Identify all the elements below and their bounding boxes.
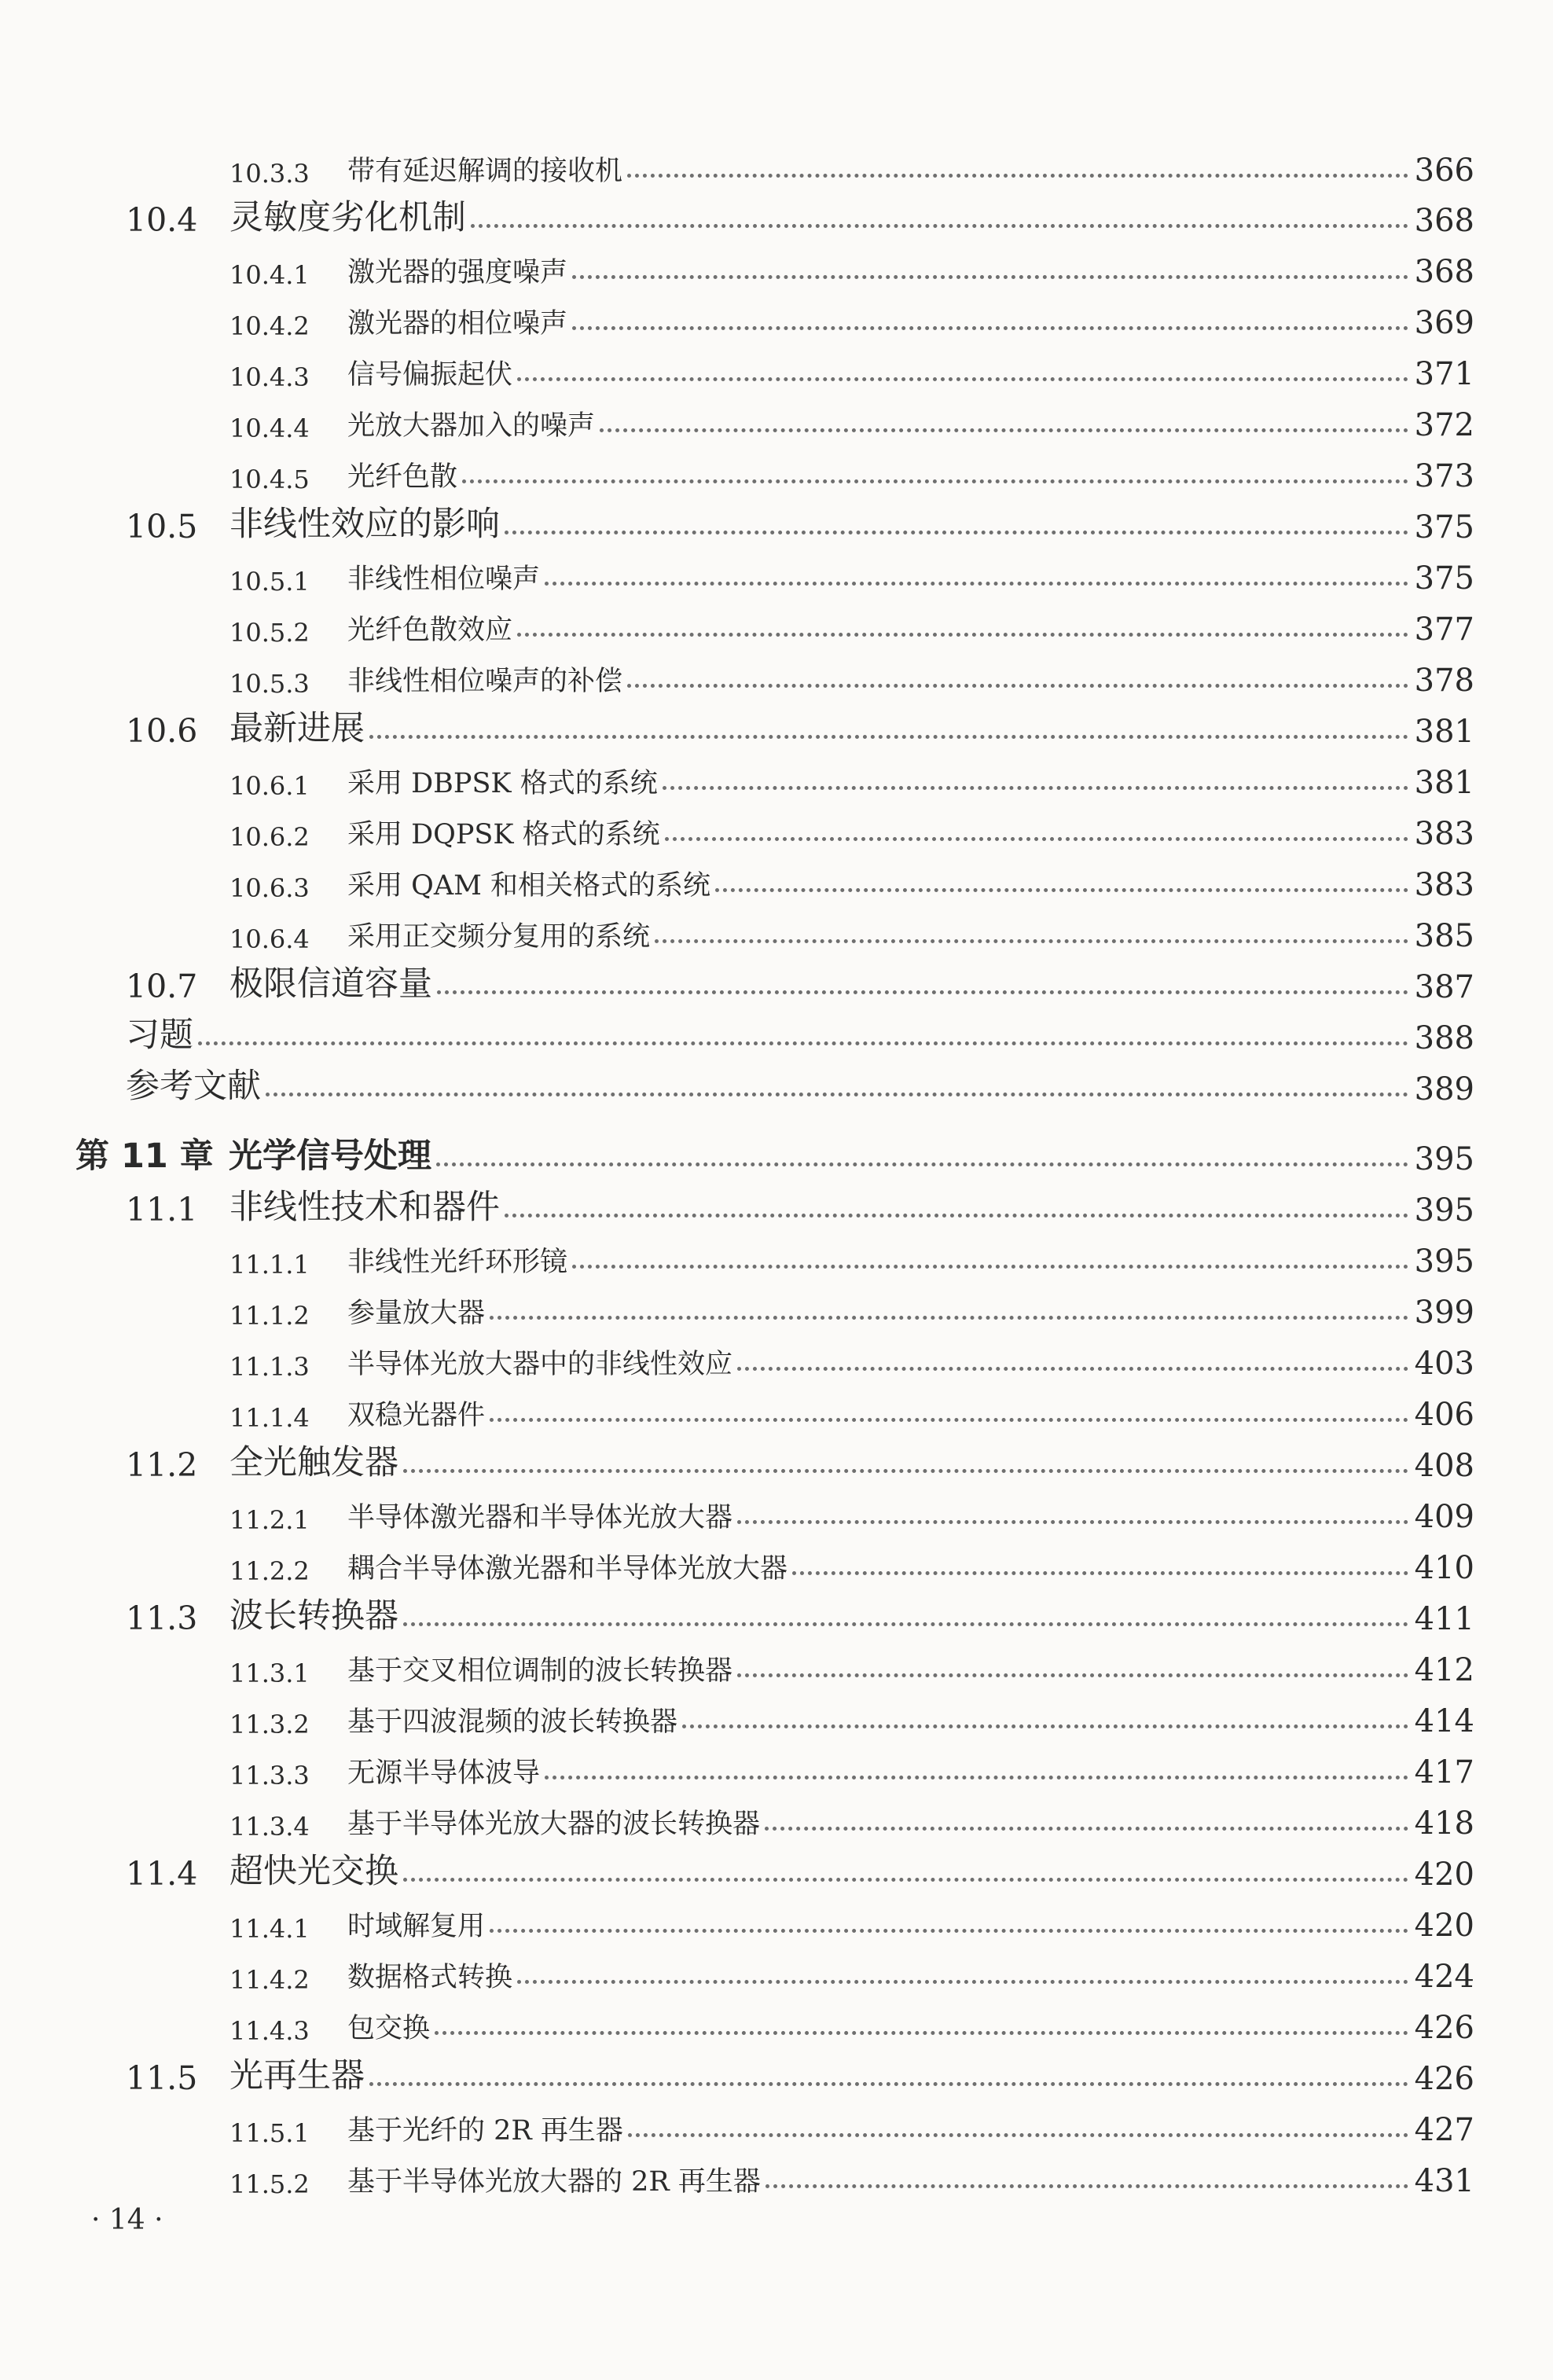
dot-leader [665, 837, 1408, 841]
dot-leader [462, 479, 1408, 483]
toc-entry-11-1-4[interactable] [229, 1381, 1474, 1433]
entry-page: 368 [1414, 254, 1474, 290]
dot-leader [737, 1673, 1408, 1677]
entry-page: 414 [1414, 1703, 1474, 1739]
toc-entry-11-1-3[interactable] [229, 1330, 1474, 1382]
entry-title: 非线性相位噪声 [347, 564, 541, 595]
entry-number: 11.3.2 [229, 1710, 310, 1739]
entry-title: 时域解复用 [347, 1911, 486, 1942]
toc-entry-10-4-5[interactable] [229, 443, 1474, 494]
entry-title: 包交换 [347, 2013, 431, 2044]
toc-entry-11-4[interactable] [126, 1841, 1474, 1893]
entry-number: 10.4.3 [229, 362, 310, 392]
entry-number: 10.5.1 [229, 567, 310, 597]
entry-title: 数据格式转换 [347, 1962, 513, 1993]
chapter-number: 第 11 章 [75, 1137, 214, 1176]
entry-page: 410 [1414, 1550, 1474, 1586]
entry-page: 373 [1414, 458, 1474, 494]
dot-leader [600, 428, 1408, 432]
entry-number: 11.3 [126, 1600, 198, 1637]
entry-title: 光纤色散效应 [347, 615, 513, 646]
entry-title: 波长转换器 [229, 1596, 398, 1636]
toc-entry-10-4-4[interactable] [229, 391, 1474, 443]
entry-title: 习题 [126, 1016, 193, 1055]
toc-entry-11-5[interactable] [126, 2045, 1474, 2097]
entry-number: 10.6 [126, 712, 198, 750]
entry-page: 383 [1414, 867, 1474, 903]
entry-page: 387 [1414, 969, 1474, 1005]
dot-leader [490, 1418, 1408, 1422]
toc-entry-10-4[interactable] [126, 187, 1474, 239]
entry-number: 10.4.2 [229, 311, 310, 341]
entry-number: 11.1.3 [229, 1352, 310, 1382]
entry-page: 395 [1414, 1141, 1474, 1177]
chapter-title: 光学信号处理 [229, 1137, 431, 1176]
entry-title: 光放大器加入的噪声 [347, 410, 596, 442]
entry-number: 10.3.3 [229, 159, 310, 189]
entry-title: 带有延迟解调的接收机 [347, 156, 623, 187]
entry-page: 368 [1414, 203, 1474, 239]
entry-number: 11.1.1 [229, 1250, 310, 1280]
entry-page: 399 [1414, 1295, 1474, 1331]
entry-number: 11.5.1 [229, 2118, 310, 2148]
dot-leader [545, 1776, 1408, 1779]
entry-title: 极限信道容量 [229, 964, 432, 1004]
dot-leader [403, 1622, 1408, 1626]
dot-leader [369, 2082, 1408, 2086]
entry-title: 非线性相位噪声的补偿 [347, 666, 623, 697]
dot-leader [715, 888, 1408, 892]
entry-number: 10.5.2 [229, 618, 310, 648]
entry-number: 11.1 [126, 1191, 198, 1229]
entry-title: 无源半导体波导 [347, 1757, 541, 1789]
toc-entry-10-4-3[interactable] [229, 340, 1474, 392]
entry-title: 激光器的强度噪声 [347, 257, 568, 288]
entry-title: 灵敏度劣化机制 [229, 198, 466, 237]
entry-page: 375 [1414, 560, 1474, 597]
entry-title: 非线性技术和器件 [229, 1188, 500, 1227]
entry-number: 11.5.2 [229, 2169, 310, 2199]
entry-number: 10.6.4 [229, 924, 310, 954]
dot-leader [765, 2184, 1408, 2188]
entry-number: 11.1.4 [229, 1403, 310, 1433]
entry-number: 11.3.1 [229, 1658, 310, 1688]
toc-entry-11-3-1[interactable] [229, 1636, 1474, 1688]
dot-leader [627, 684, 1408, 688]
toc-entry-references[interactable] [126, 1056, 1474, 1107]
dot-leader [490, 1929, 1408, 1933]
dot-leader [436, 1162, 1408, 1166]
entry-number: 10.6.3 [229, 873, 310, 903]
entry-title: 参量放大器 [347, 1298, 486, 1329]
entry-title: 全光触发器 [229, 1443, 398, 1482]
dot-leader [655, 939, 1408, 943]
dot-leader [792, 1571, 1408, 1575]
dot-leader [517, 1980, 1408, 1984]
toc-entry-10-7[interactable] [126, 953, 1474, 1005]
toc-entry-11-5-1[interactable] [229, 2096, 1474, 2148]
dot-leader [572, 275, 1408, 279]
entry-title: 采用正交频分复用的系统 [347, 921, 651, 953]
entry-title: 光纤色散 [347, 461, 458, 493]
entry-number: 11.2.1 [229, 1505, 310, 1535]
entry-title: 信号偏振起伏 [347, 359, 513, 391]
dot-leader [517, 377, 1408, 381]
dot-leader [471, 224, 1408, 228]
dot-leader [572, 326, 1408, 330]
toc-entry-10-5[interactable] [126, 494, 1474, 545]
entry-title: 基于四波混频的波长转换器 [347, 1706, 678, 1738]
entry-title: 非线性效应的影响 [229, 505, 500, 544]
entry-page: 406 [1414, 1397, 1474, 1433]
entry-title: 半导体激光器和半导体光放大器 [347, 1502, 733, 1533]
toc-entry-11-3[interactable] [126, 1585, 1474, 1637]
entry-page: 383 [1414, 816, 1474, 852]
dot-leader [403, 1469, 1408, 1473]
entry-number: 10.7 [126, 968, 198, 1005]
entry-title: 非线性光纤环形镜 [347, 1247, 568, 1278]
entry-number: 11.2.2 [229, 1556, 310, 1586]
toc-entry-exercises[interactable] [126, 1005, 1474, 1056]
dot-leader [765, 1827, 1408, 1831]
dot-leader [490, 1316, 1408, 1320]
entry-number: 11.1.2 [229, 1301, 310, 1331]
dot-leader [737, 1367, 1408, 1371]
entry-page: 366 [1414, 152, 1474, 189]
entry-number: 11.4.2 [229, 1965, 310, 1995]
dot-leader [628, 2133, 1408, 2137]
dot-leader [545, 582, 1408, 586]
entry-page: 426 [1414, 2010, 1474, 2046]
toc-entry-11-1[interactable] [126, 1177, 1474, 1229]
toc-entry-11-2-1[interactable] [229, 1483, 1474, 1535]
entry-title: 基于交叉相位调制的波长转换器 [347, 1655, 733, 1687]
entry-number: 10.6.2 [229, 822, 310, 852]
entry-page: 371 [1414, 356, 1474, 392]
entry-page: 395 [1414, 1192, 1474, 1229]
entry-page: 395 [1414, 1243, 1474, 1280]
entry-title: 采用 DQPSK 格式的系统 [347, 819, 660, 850]
entry-page: 411 [1414, 1601, 1474, 1637]
toc-entry-11-4-2[interactable] [229, 1943, 1474, 1995]
entry-page: 381 [1414, 765, 1474, 801]
dot-leader [663, 786, 1408, 790]
toc-entry-10-6-3[interactable] [229, 851, 1474, 903]
toc-entry-10-5-2[interactable] [229, 596, 1474, 648]
dot-leader [437, 990, 1408, 994]
entry-title: 半导体光放大器中的非线性效应 [347, 1349, 733, 1380]
dot-leader [737, 1520, 1408, 1524]
toc-entry-10-6-1[interactable] [229, 749, 1474, 801]
entry-number: 10.4 [126, 201, 198, 239]
entry-page: 388 [1414, 1020, 1474, 1056]
toc-entry-11-3-3[interactable] [229, 1739, 1474, 1791]
entry-title: 参考文献 [126, 1067, 261, 1106]
toc-entry-10-3-3[interactable] [229, 137, 1474, 189]
toc-entry-11-1-2[interactable] [229, 1279, 1474, 1331]
entry-page: 389 [1414, 1071, 1474, 1107]
entry-number: 10.4.4 [229, 413, 310, 443]
entry-page: 381 [1414, 714, 1474, 750]
entry-page: 426 [1414, 2061, 1474, 2097]
entry-number: 10.6.1 [229, 771, 310, 801]
toc-entry-11-4-3[interactable] [229, 1994, 1474, 2046]
dot-leader [435, 2031, 1408, 2035]
dot-leader [266, 1093, 1408, 1096]
entry-number: 10.4.1 [229, 260, 310, 290]
toc-entry-11-5-2[interactable] [229, 2147, 1474, 2199]
entry-page: 375 [1414, 509, 1474, 545]
toc-entry-11-1-1[interactable] [229, 1228, 1474, 1280]
toc-entry-10-5-1[interactable] [229, 545, 1474, 597]
entry-number: 11.4 [126, 1855, 198, 1893]
dot-leader [198, 1041, 1408, 1045]
entry-number: 11.3.3 [229, 1761, 310, 1791]
entry-title: 最新进展 [229, 709, 365, 748]
entry-number: 11.3.4 [229, 1812, 310, 1842]
toc-entry-10-6[interactable] [126, 698, 1474, 750]
entry-number: 11.2 [126, 1446, 198, 1484]
entry-page: 409 [1414, 1499, 1474, 1535]
toc-chapter-11[interactable] [75, 1126, 1474, 1177]
dot-leader [369, 735, 1408, 739]
entry-number: 10.5.3 [229, 669, 310, 699]
entry-title: 激光器的相位噪声 [347, 308, 568, 340]
toc-entry-10-6-4[interactable] [229, 902, 1474, 954]
entry-title: 双稳光器件 [347, 1400, 486, 1431]
entry-page: 408 [1414, 1448, 1474, 1484]
entry-title: 采用 QAM 和相关格式的系统 [347, 870, 711, 902]
toc-entry-10-6-2[interactable] [229, 800, 1474, 852]
entry-number: 10.5 [126, 508, 198, 545]
entry-page: 431 [1414, 2163, 1474, 2199]
dot-leader [403, 1878, 1408, 1882]
entry-page: 372 [1414, 407, 1474, 443]
toc-entry-11-2[interactable] [126, 1432, 1474, 1484]
entry-number: 10.4.5 [229, 465, 310, 494]
dot-leader [517, 633, 1408, 637]
entry-title: 基于半导体光放大器的波长转换器 [347, 1809, 761, 1840]
entry-title: 超快光交换 [229, 1852, 398, 1891]
entry-page: 417 [1414, 1754, 1474, 1791]
entry-title: 基于光纤的 2R 再生器 [347, 2115, 623, 2147]
toc-entry-11-3-2[interactable] [229, 1688, 1474, 1739]
toc-entry-10-4-1[interactable] [229, 238, 1474, 290]
entry-page: 424 [1414, 1959, 1474, 1995]
toc-entry-11-2-2[interactable] [229, 1534, 1474, 1586]
entry-page: 418 [1414, 1805, 1474, 1842]
entry-page: 420 [1414, 1908, 1474, 1944]
entry-page: 403 [1414, 1346, 1474, 1382]
toc-entry-10-4-2[interactable] [229, 289, 1474, 341]
dot-leader [572, 1265, 1408, 1269]
entry-page: 412 [1414, 1652, 1474, 1688]
entry-page: 420 [1414, 1857, 1474, 1893]
entry-page: 378 [1414, 663, 1474, 699]
toc-entry-10-5-3[interactable] [229, 647, 1474, 699]
entry-page: 427 [1414, 2112, 1474, 2148]
page-number: · 14 · [91, 2204, 163, 2236]
entry-title: 耦合半导体激光器和半导体光放大器 [347, 1553, 788, 1585]
entry-title: 光再生器 [229, 2056, 365, 2095]
entry-number: 11.4.1 [229, 1914, 310, 1944]
entry-number: 11.5 [126, 2059, 198, 2097]
entry-page: 377 [1414, 612, 1474, 648]
entry-title: 基于半导体光放大器的 2R 再生器 [347, 2166, 761, 2198]
entry-number: 11.4.3 [229, 2016, 310, 2046]
dot-leader [627, 174, 1408, 178]
toc-entry-11-4-1[interactable] [229, 1892, 1474, 1944]
entry-page: 385 [1414, 918, 1474, 954]
entry-title: 采用 DBPSK 格式的系统 [347, 768, 658, 799]
entry-page: 369 [1414, 305, 1474, 341]
dot-leader [505, 531, 1408, 534]
dot-leader [505, 1214, 1408, 1218]
dot-leader [682, 1724, 1408, 1728]
toc-entry-11-3-4[interactable] [229, 1790, 1474, 1842]
